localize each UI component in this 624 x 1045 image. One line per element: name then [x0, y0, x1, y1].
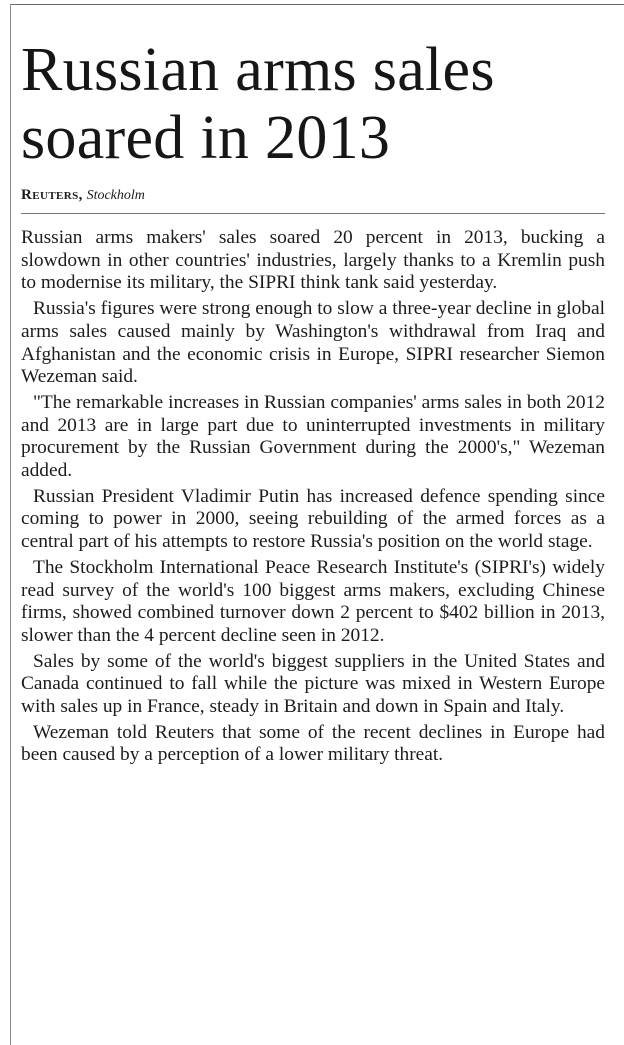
- paragraph-4: Russian President Vladimir Putin has increased defence spending since coming to power in 2000, seeing rebuilding of the armed forces as a central part of his attempts to restore Russia's position on the world stage.: [21, 485, 605, 553]
- paragraph-7: Wezeman told Reuters that some of the recent declines in Europe had been caused by a perception of a lower military threat.: [21, 721, 605, 766]
- headline: [21, 36, 605, 172]
- news-article: [21, 36, 605, 770]
- article-body: [21, 227, 605, 767]
- paragraph-5: The Stockholm International Peace Research Institute's (SIPRI's) widely read survey of the world's 100 biggest arms makers, excluding Chinese firms, showed combined turnover down 2 percent to $402 billion in 2013, slower than the 4 percent decline seen in 2012.: [21, 556, 605, 646]
- byline-agency: Reuters,: [21, 187, 83, 203]
- left-border-rule: [10, 4, 11, 1045]
- paragraph-1: Russian arms makers' sales soared 20 percent in 2013, bucking a slowdown in other countries' industries, largely thanks to a Kremlin push to modernise its military, the SIPRI think tank said yesterday.: [21, 227, 605, 294]
- headline-line-2: soared in 2013: [21, 104, 391, 172]
- byline-divider: [21, 213, 605, 214]
- paragraph-2: Russia's figures were strong enough to slow a three-year decline in global arms sales caused mainly by Washington's withdrawal from Iraq and Afghanistan and the economic crisis in Europe, SIPRI researcher Siemon Wezeman said.: [21, 298, 605, 388]
- paragraph-3: "The remarkable increases in Russian companies' arms sales in both 2012 and 2013 are in large part due to uninterrupted investments in military procurement by the Russian Government during the 2000's," Wezeman added.: [21, 391, 605, 482]
- headline-line-1: Russian arms sales: [21, 36, 495, 104]
- byline-dateline: Stockholm: [86, 188, 145, 203]
- byline: [21, 186, 605, 205]
- paragraph-6: Sales by some of the world's biggest suppliers in the United States and Canada continued to fall while the picture was mixed in Western Europe with sales up in France, steady in Britain and down in Spain and Italy.: [21, 650, 605, 718]
- top-border-rule: [10, 4, 624, 5]
